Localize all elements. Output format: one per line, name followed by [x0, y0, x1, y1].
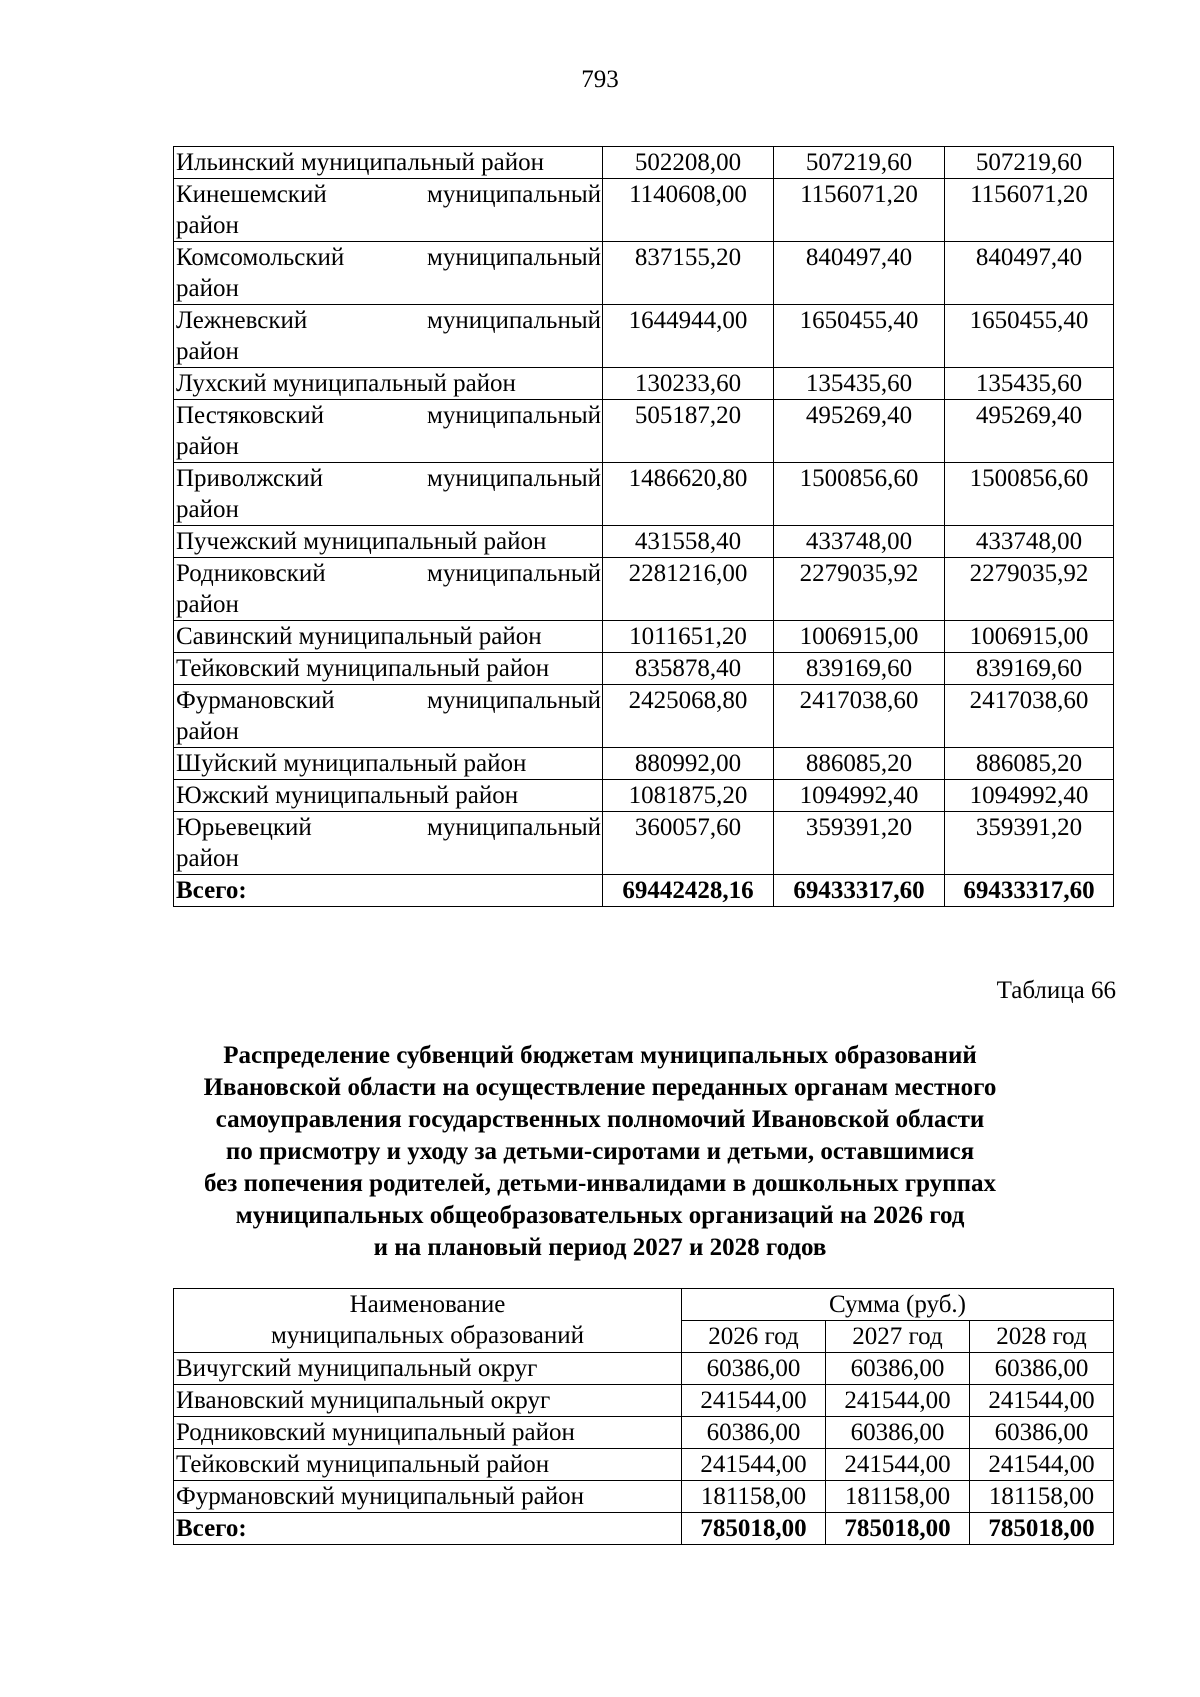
value-cell-2026: 1140608,00 — [603, 179, 774, 242]
value-cell-2028: 495269,40 — [945, 400, 1114, 463]
value-cell-2026: 880992,00 — [603, 748, 774, 780]
value-cell-2027: 60386,00 — [826, 1417, 970, 1449]
total-value-2028: 69433317,60 — [945, 875, 1114, 907]
district-name — [176, 179, 601, 241]
district-name-word: Юрьевецкий — [176, 814, 312, 841]
value-cell-2028: 1094992,40 — [945, 780, 1114, 812]
district-name-word: Лежневский — [176, 307, 308, 334]
district-name-word: муниципальный — [427, 465, 601, 492]
table2-header-row-1 — [174, 1289, 1114, 1321]
value-cell-2028: 840497,40 — [945, 242, 1114, 305]
district-name-cell — [174, 400, 603, 463]
district-name-word: Пестяковский — [176, 402, 324, 429]
district-name-cell: Пучежский муниципальный район — [174, 526, 603, 558]
value-cell-2028: 60386,00 — [970, 1353, 1114, 1385]
table-row — [174, 685, 1114, 748]
value-cell-2026: 360057,60 — [603, 812, 774, 875]
value-cell-2027: 359391,20 — [774, 812, 945, 875]
table-row — [174, 1353, 1114, 1385]
value-cell-2027: 241544,00 — [826, 1449, 970, 1481]
total-value-2027: 69433317,60 — [774, 875, 945, 907]
municipality-name-cell: Тейковский муниципальный район — [174, 1449, 682, 1481]
value-cell-2026: 130233,60 — [603, 368, 774, 400]
value-cell-2028: 1650455,40 — [945, 305, 1114, 368]
title-line: по присмотру и уходу за детьми-сиротами и детьми, оставшимися — [225, 1138, 975, 1165]
value-cell-2027: 1006915,00 — [774, 621, 945, 653]
table-row — [174, 305, 1114, 368]
value-cell-2028: 181158,00 — [970, 1481, 1114, 1513]
value-cell-2026: 181158,00 — [682, 1481, 826, 1513]
district-name — [176, 812, 601, 874]
value-cell-2026: 1011651,20 — [603, 621, 774, 653]
value-cell-2027: 2279035,92 — [774, 558, 945, 621]
district-name-word: муниципальный — [427, 814, 601, 841]
value-cell-2026: 835878,40 — [603, 653, 774, 685]
total-value-2027: 785018,00 — [826, 1513, 970, 1545]
table-row — [174, 463, 1114, 526]
district-name-word: Родниковский — [176, 560, 326, 587]
district-name — [176, 305, 601, 367]
value-cell-2027: 1650455,40 — [774, 305, 945, 368]
table-row — [174, 368, 1114, 400]
value-cell-2028: 839169,60 — [945, 653, 1114, 685]
district-name-line2: район — [176, 275, 239, 302]
title-line: без попечения родителей, детьми-инвалидами в дошкольных группах — [204, 1170, 996, 1197]
total-label: Всего: — [174, 875, 603, 907]
header-year-2027: 2027 год — [826, 1321, 970, 1353]
header-name-cell — [174, 1289, 682, 1353]
value-cell-2026: 1644944,00 — [603, 305, 774, 368]
district-name-line2: район — [176, 591, 239, 618]
district-name-word: муниципальный — [427, 402, 601, 429]
table-row — [174, 780, 1114, 812]
district-name-line1 — [176, 685, 601, 716]
value-cell-2026: 1081875,20 — [603, 780, 774, 812]
value-cell-2027: 495269,40 — [774, 400, 945, 463]
district-name-line1 — [176, 400, 601, 431]
total-row — [174, 875, 1114, 907]
district-name-line2: район — [176, 433, 239, 460]
district-name-word: муниципальный — [427, 560, 601, 587]
district-name-cell — [174, 558, 603, 621]
value-cell-2027: 840497,40 — [774, 242, 945, 305]
subvention-table-continued — [173, 146, 1114, 907]
district-name-word: Приволжский — [176, 465, 324, 492]
value-cell-2027: 1094992,40 — [774, 780, 945, 812]
table-row — [174, 558, 1114, 621]
district-name-cell: Южский муниципальный район — [174, 780, 603, 812]
value-cell-2026: 431558,40 — [603, 526, 774, 558]
table-row — [174, 621, 1114, 653]
table-row — [174, 1385, 1114, 1417]
table-row — [174, 400, 1114, 463]
value-cell-2026: 505187,20 — [603, 400, 774, 463]
district-name — [176, 685, 601, 747]
subvention-table-66 — [173, 1288, 1114, 1545]
value-cell-2028: 507219,60 — [945, 147, 1114, 179]
value-cell-2027: 1156071,20 — [774, 179, 945, 242]
title-line: муниципальных общеобразовательных организаций на 2026 год — [235, 1202, 965, 1229]
district-name-line2: район — [176, 496, 239, 523]
header-name-line2: муниципальных образований — [270, 1322, 585, 1349]
district-name — [176, 558, 601, 620]
value-cell-2027: 507219,60 — [774, 147, 945, 179]
district-name-line2: район — [176, 845, 239, 872]
total-value-2028: 785018,00 — [970, 1513, 1114, 1545]
value-cell-2026: 2425068,80 — [603, 685, 774, 748]
table-row — [174, 242, 1114, 305]
district-name-line1 — [176, 179, 601, 210]
table-row — [174, 1481, 1114, 1513]
value-cell-2028: 359391,20 — [945, 812, 1114, 875]
total-row — [174, 1513, 1114, 1545]
value-cell-2028: 241544,00 — [970, 1449, 1114, 1481]
district-name-word: Кинешемский — [176, 181, 327, 208]
value-cell-2027: 1500856,60 — [774, 463, 945, 526]
district-name-cell: Тейковский муниципальный район — [174, 653, 603, 685]
district-name-cell: Ильинский муниципальный район — [174, 147, 603, 179]
table-label: Таблица 66 — [996, 977, 1116, 1004]
value-cell-2027: 433748,00 — [774, 526, 945, 558]
total-value-2026: 69442428,16 — [603, 875, 774, 907]
table-row — [174, 1417, 1114, 1449]
value-cell-2026: 837155,20 — [603, 242, 774, 305]
value-cell-2026: 60386,00 — [682, 1417, 826, 1449]
table-row — [174, 147, 1114, 179]
district-name — [176, 242, 601, 304]
value-cell-2026: 60386,00 — [682, 1353, 826, 1385]
table2-body — [174, 1353, 1114, 1545]
value-cell-2028: 1500856,60 — [945, 463, 1114, 526]
title-line: и на плановый период 2027 и 2028 годов — [373, 1234, 827, 1261]
header-name-line1: Наименование — [349, 1291, 506, 1318]
header-year-2028: 2028 год — [970, 1321, 1114, 1353]
district-name-word: муниципальный — [427, 687, 601, 714]
municipality-name-cell: Ивановский муниципальный округ — [174, 1385, 682, 1417]
district-name-line1 — [176, 812, 601, 843]
district-name — [176, 400, 601, 462]
district-name-line1 — [176, 305, 601, 336]
municipality-name-cell: Родниковский муниципальный район — [174, 1417, 682, 1449]
value-cell-2026: 1486620,80 — [603, 463, 774, 526]
value-cell-2027: 181158,00 — [826, 1481, 970, 1513]
value-cell-2028: 60386,00 — [970, 1417, 1114, 1449]
district-name-cell — [174, 463, 603, 526]
table-title — [150, 1040, 1050, 1264]
district-name-line1 — [176, 558, 601, 589]
title-line: Ивановской области на осуществление переданных органам местного — [203, 1074, 997, 1101]
district-name-line1 — [176, 242, 601, 273]
district-name-cell — [174, 812, 603, 875]
title-line: Распределение субвенций бюджетам муниципальных образований — [223, 1042, 977, 1069]
district-name-cell — [174, 305, 603, 368]
value-cell-2027: 60386,00 — [826, 1353, 970, 1385]
value-cell-2028: 886085,20 — [945, 748, 1114, 780]
district-name-cell: Савинский муниципальный район — [174, 621, 603, 653]
value-cell-2026: 241544,00 — [682, 1385, 826, 1417]
district-name-word: Фурмановский — [176, 687, 335, 714]
value-cell-2028: 1006915,00 — [945, 621, 1114, 653]
value-cell-2027: 886085,20 — [774, 748, 945, 780]
value-cell-2027: 2417038,60 — [774, 685, 945, 748]
value-cell-2026: 2281216,00 — [603, 558, 774, 621]
district-name-cell: Шуйский муниципальный район — [174, 748, 603, 780]
district-name-cell — [174, 685, 603, 748]
value-cell-2028: 1156071,20 — [945, 179, 1114, 242]
table-row — [174, 748, 1114, 780]
value-cell-2028: 2417038,60 — [945, 685, 1114, 748]
value-cell-2027: 241544,00 — [826, 1385, 970, 1417]
table-row — [174, 812, 1114, 875]
table-row — [174, 1449, 1114, 1481]
header-sum-cell: Сумма (руб.) — [682, 1289, 1114, 1321]
district-name-line2: район — [176, 338, 239, 365]
page-number: 793 — [581, 66, 619, 93]
district-name-line2: район — [176, 212, 239, 239]
municipality-name-cell: Вичугский муниципальный округ — [174, 1353, 682, 1385]
district-name-word: муниципальный — [427, 307, 601, 334]
district-name-line1 — [176, 463, 601, 494]
table1-body — [174, 147, 1114, 907]
value-cell-2027: 135435,60 — [774, 368, 945, 400]
district-name — [176, 463, 601, 525]
district-name-word: муниципальный — [427, 244, 601, 271]
value-cell-2028: 241544,00 — [970, 1385, 1114, 1417]
value-cell-2028: 433748,00 — [945, 526, 1114, 558]
value-cell-2027: 839169,60 — [774, 653, 945, 685]
table-row — [174, 179, 1114, 242]
title-line: самоуправления государственных полномочий Ивановской области — [215, 1106, 985, 1133]
value-cell-2028: 2279035,92 — [945, 558, 1114, 621]
header-year-2026: 2026 год — [682, 1321, 826, 1353]
total-label: Всего: — [174, 1513, 682, 1545]
district-name-word: Комсомольский — [176, 244, 345, 271]
value-cell-2026: 241544,00 — [682, 1449, 826, 1481]
table-row — [174, 526, 1114, 558]
total-value-2026: 785018,00 — [682, 1513, 826, 1545]
district-name-cell — [174, 179, 603, 242]
district-name-line2: район — [176, 718, 239, 745]
municipality-name-cell: Фурмановский муниципальный район — [174, 1481, 682, 1513]
value-cell-2026: 502208,00 — [603, 147, 774, 179]
table-row — [174, 653, 1114, 685]
district-name-word: муниципальный — [427, 181, 601, 208]
district-name-cell — [174, 242, 603, 305]
value-cell-2028: 135435,60 — [945, 368, 1114, 400]
district-name-cell: Лухский муниципальный район — [174, 368, 603, 400]
